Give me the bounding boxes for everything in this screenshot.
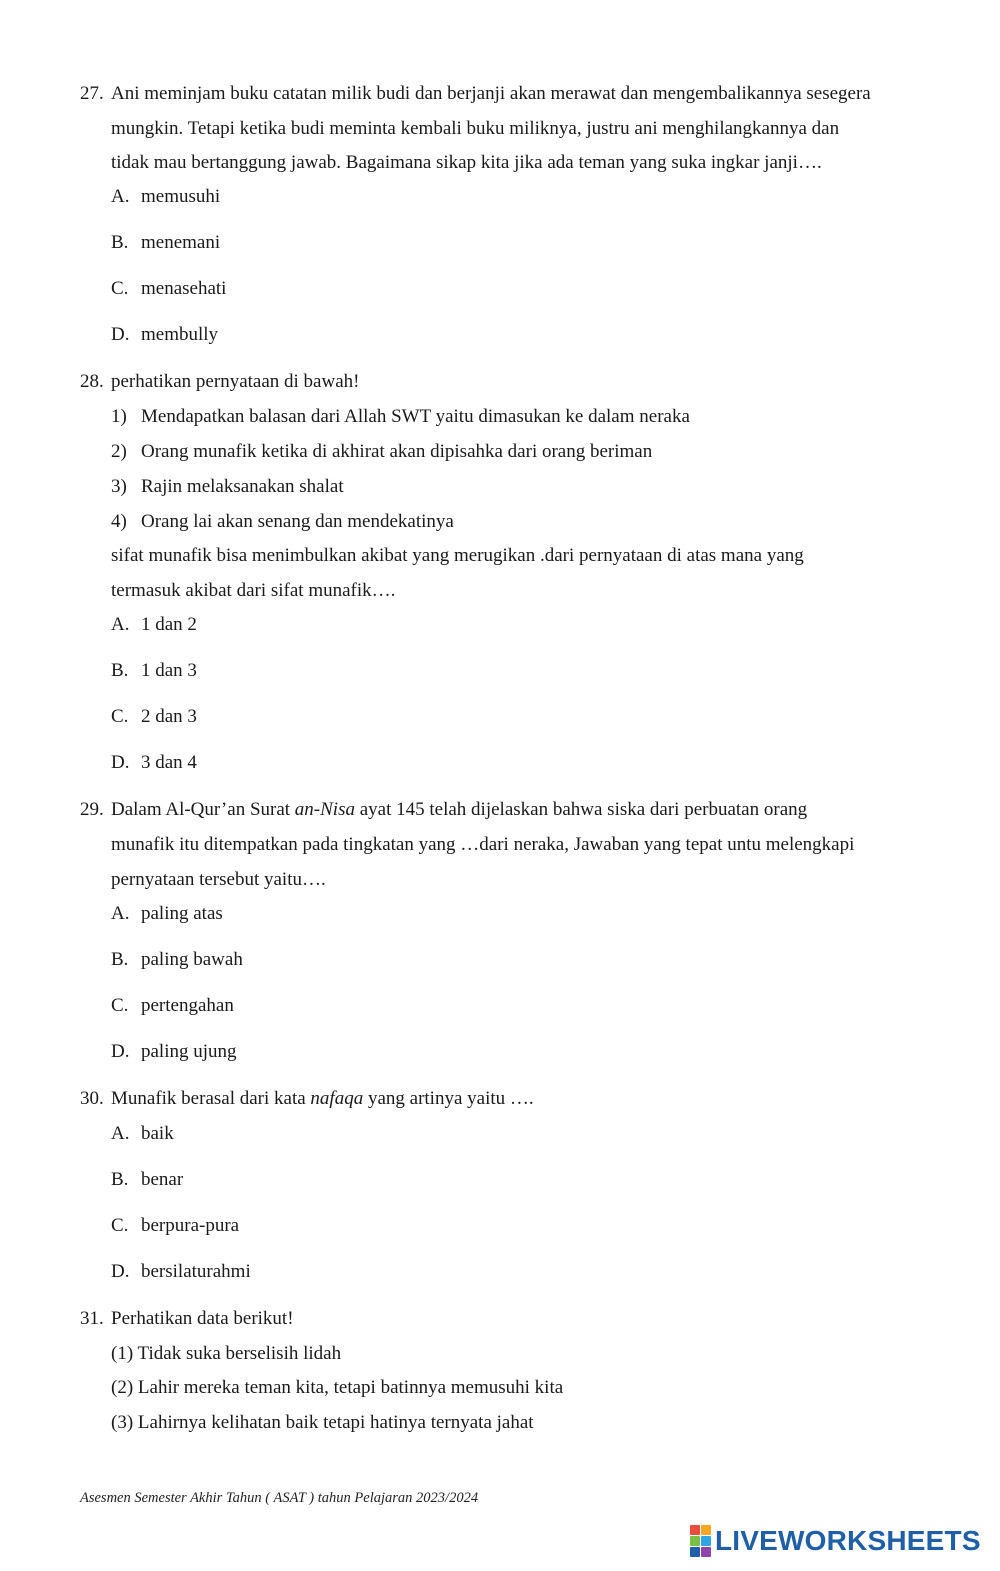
option-text: paling bawah: [141, 949, 243, 970]
statement-text: Orang lai akan senang dan mendekatinya: [141, 511, 454, 532]
question-27-option-c[interactable]: [111, 277, 226, 301]
surah-name: an-Nisa: [294, 799, 355, 820]
question-31-data-item: (1) Tidak suka berselisih lidah: [111, 1343, 342, 1364]
liveworksheets-logo-icon: [690, 1525, 711, 1557]
question-28-option-a[interactable]: [111, 613, 197, 637]
question-28-stem-line: perhatikan pernyataan di bawah!: [111, 371, 360, 392]
option-letter: B.: [111, 1169, 129, 1190]
statement-number: 1): [111, 406, 127, 427]
option-letter: C.: [111, 706, 129, 727]
option-text: menemani: [141, 232, 221, 253]
question-29-option-b[interactable]: [111, 948, 243, 972]
question-27-option-a[interactable]: [111, 185, 220, 209]
question-29-stem-line: pernyataan tersebut yaitu….: [111, 869, 326, 890]
question-27-stem-line: mungkin. Tetapi ketika budi meminta kembali buku miliknya, justru ani menghilangkannya dan: [111, 118, 840, 139]
statement-text: Mendapatkan balasan dari Allah SWT yaitu dimasukan ke dalam neraka: [141, 406, 690, 427]
question-30-option-d[interactable]: [111, 1260, 251, 1284]
question-28-prompt-line: sifat munafik bisa menimbulkan akibat yang merugikan .dari pernyataan di atas mana yang: [111, 545, 804, 566]
option-letter: C.: [111, 995, 129, 1016]
option-letter: A.: [111, 614, 130, 635]
question-31-stem-line: Perhatikan data berikut!: [111, 1308, 294, 1329]
question-28-statement: [111, 405, 690, 429]
option-text: pertengahan: [141, 995, 234, 1016]
option-letter: D.: [111, 1041, 130, 1062]
stem-text: Dalam Al-Qur’an Surat: [111, 799, 295, 820]
question-27-stem-line: tidak mau bertanggung jawab. Bagaimana sikap kita jika ada teman yang suka ingkar janji….: [111, 152, 822, 173]
option-text: benar: [141, 1169, 184, 1190]
question-30-stem-line: [111, 1087, 534, 1111]
option-letter: B.: [111, 232, 129, 253]
option-text: bersilaturahmi: [141, 1261, 251, 1282]
option-text: berpura-pura: [141, 1215, 240, 1236]
question-29-number: 29.: [80, 799, 104, 820]
option-letter: A.: [111, 903, 130, 924]
option-text: memusuhi: [141, 186, 221, 207]
question-28-option-b[interactable]: [111, 659, 197, 683]
option-letter: C.: [111, 1215, 129, 1236]
option-letter: A.: [111, 186, 130, 207]
question-29-option-d[interactable]: [111, 1040, 237, 1064]
option-text: 2 dan 3: [141, 706, 197, 727]
stem-text: ayat 145 telah dijelaskan bahwa siska dari perbuatan orang: [354, 799, 808, 820]
footer-exam-title: Asesmen Semester Akhir Tahun ( ASAT ) tahun Pelajaran 2023/2024: [80, 1490, 479, 1506]
option-text: paling atas: [141, 903, 223, 924]
question-29-option-a[interactable]: [111, 902, 223, 926]
arabic-term: nafaqa: [310, 1088, 364, 1109]
question-28-option-d[interactable]: [111, 751, 197, 775]
question-28-statement: [111, 510, 454, 534]
question-28-prompt-line: termasuk akibat dari sifat munafik….: [111, 580, 396, 601]
liveworksheets-brand[interactable]: [690, 1524, 981, 1558]
statement-number: 4): [111, 511, 127, 532]
question-30-number: 30.: [80, 1088, 104, 1109]
question-28-statement: [111, 440, 652, 464]
statement-text: Orang munafik ketika di akhirat akan dipisahka dari orang beriman: [141, 441, 653, 462]
brand-name: LIVEWORKSHEETS: [715, 1525, 981, 1556]
option-letter: B.: [111, 660, 129, 681]
question-27-stem-line: Ani meminjam buku catatan milik budi dan berjanji akan merawat dan mengembalikannya sesegera: [111, 83, 871, 104]
question-28-statement: [111, 475, 344, 499]
stem-text: Munafik berasal dari kata: [111, 1088, 311, 1109]
statement-text: Rajin melaksanakan shalat: [141, 476, 344, 497]
stem-text: yang artinya yaitu ….: [363, 1088, 534, 1109]
question-29-stem-line: munafik itu ditempatkan pada tingkatan yang …dari neraka, Jawaban yang tepat untu melengkapi: [111, 834, 855, 855]
question-29-stem-line: [111, 798, 807, 822]
question-29-option-c[interactable]: [111, 994, 234, 1018]
question-30-option-a[interactable]: [111, 1122, 174, 1146]
question-28-option-c[interactable]: [111, 705, 197, 729]
question-30-option-c[interactable]: [111, 1214, 239, 1238]
option-letter: D.: [111, 1261, 130, 1282]
question-31-data-item: (2) Lahir mereka teman kita, tetapi batinnya memusuhi kita: [111, 1377, 564, 1398]
question-31-number: 31.: [80, 1308, 104, 1329]
option-text: paling ujung: [141, 1041, 237, 1062]
question-28-number: 28.: [80, 371, 104, 392]
question-27-number: 27.: [80, 83, 104, 104]
question-30-option-b[interactable]: [111, 1168, 183, 1192]
option-text: membully: [141, 324, 219, 345]
question-27-option-b[interactable]: [111, 231, 220, 255]
option-text: menasehati: [141, 278, 227, 299]
option-text: 1 dan 2: [141, 614, 197, 635]
question-31-data-item: (3) Lahirnya kelihatan baik tetapi hatinya ternyata jahat: [111, 1412, 534, 1433]
option-text: baik: [141, 1123, 174, 1144]
statement-number: 3): [111, 476, 127, 497]
option-letter: A.: [111, 1123, 130, 1144]
option-letter: D.: [111, 752, 130, 773]
option-letter: B.: [111, 949, 129, 970]
question-27-option-d[interactable]: [111, 323, 218, 347]
option-letter: C.: [111, 278, 129, 299]
statement-number: 2): [111, 441, 127, 462]
option-text: 1 dan 3: [141, 660, 197, 681]
option-text: 3 dan 4: [141, 752, 197, 773]
option-letter: D.: [111, 324, 130, 345]
